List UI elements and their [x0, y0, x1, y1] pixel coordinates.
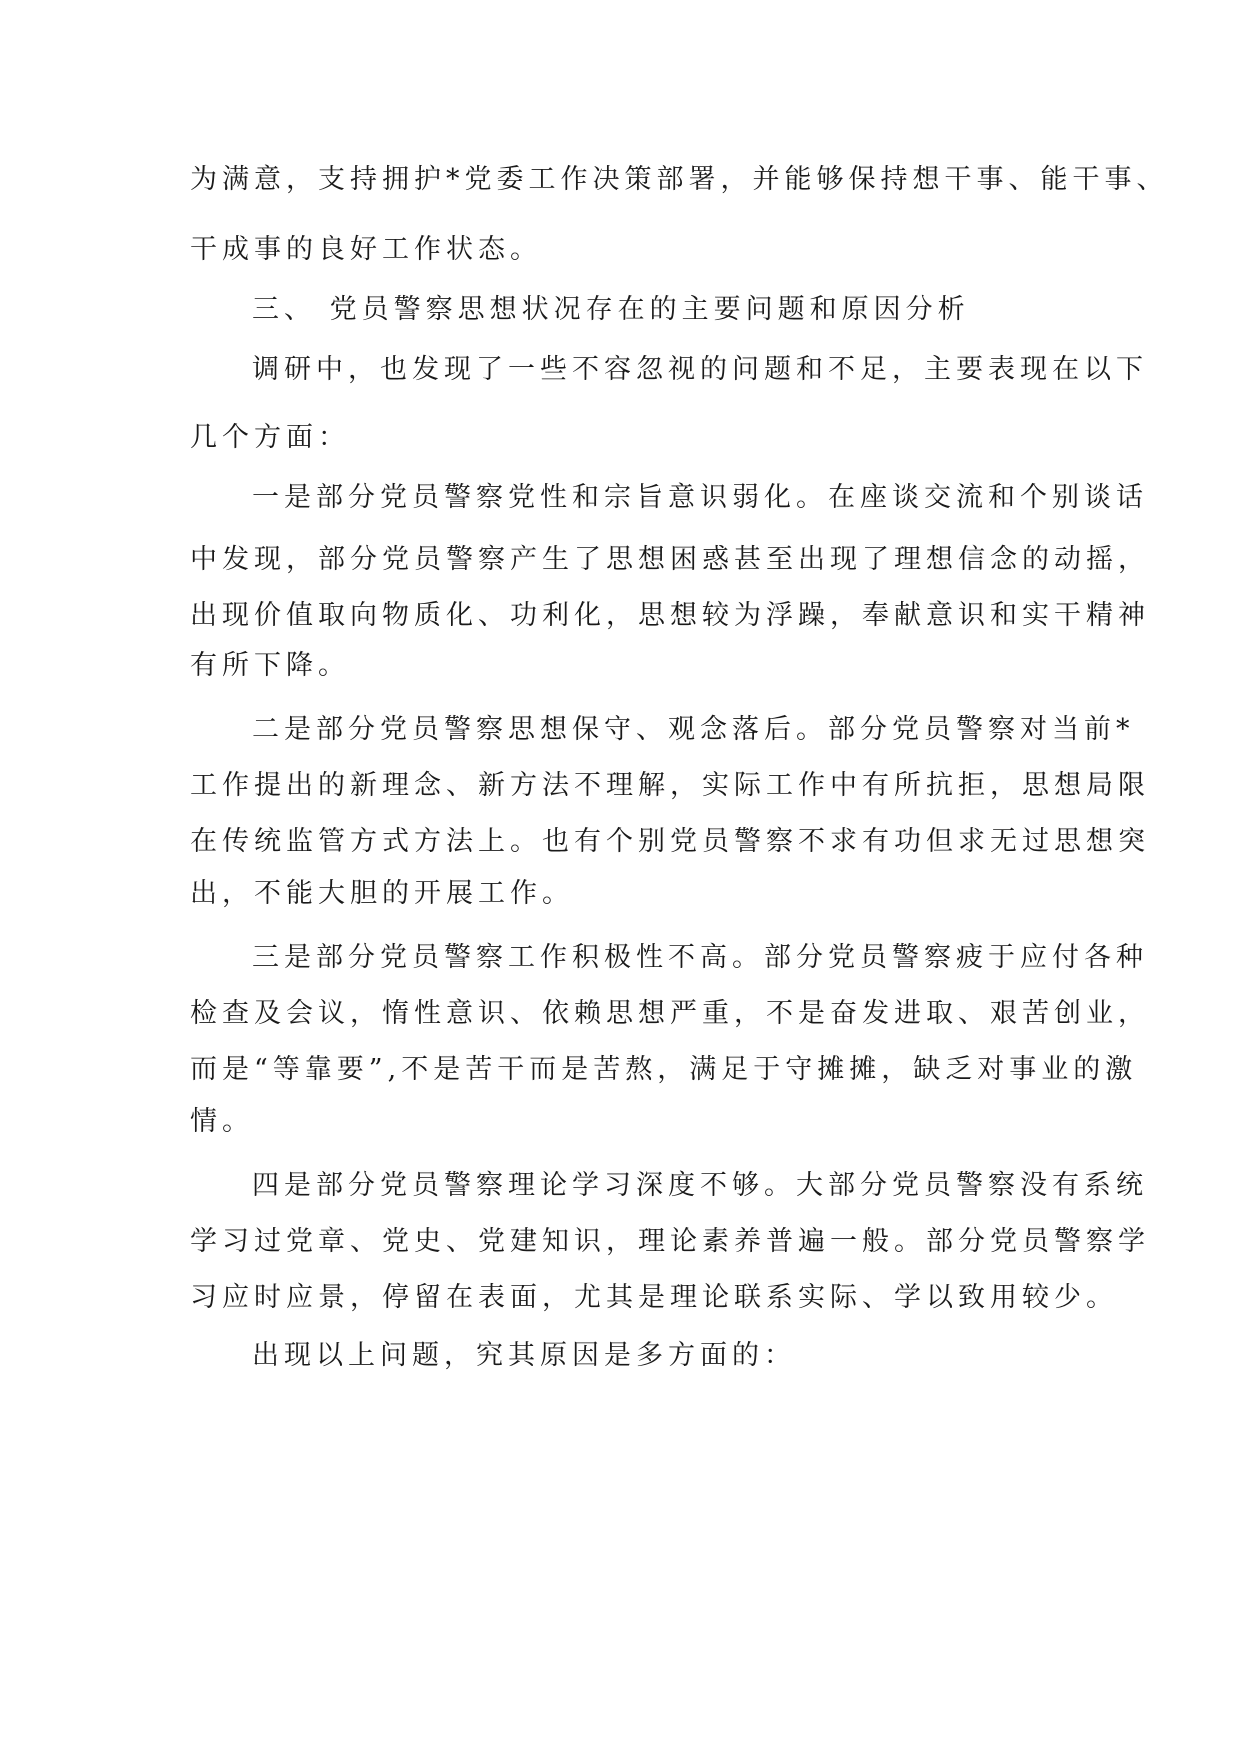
- text-line-16: 而是“等靠要”,不是苦干而是苦熬，满足于守摊摊，缺乏对事业的激: [190, 1054, 1138, 1085]
- text-line-11: 工作提出的新理念、新方法不理解，实际工作中有所抗拒，思想局限: [190, 770, 1150, 801]
- text-line-9: 有所下降。: [190, 650, 350, 681]
- text-line-19: 学习过党章、党史、党建知识，理论素养普遍一般。部分党员警察学: [190, 1226, 1150, 1257]
- text-line-7: 中发现，部分党员警察产生了思想困惑甚至出现了理想信念的动摇，: [190, 544, 1150, 575]
- text-line-13: 出，不能大胆的开展工作。: [190, 878, 574, 909]
- text-line-5: 几个方面：: [190, 422, 350, 453]
- text-line-2: 干成事的良好工作状态。: [190, 234, 542, 265]
- text-line-4: 调研中，也发现了一些不容忽视的问题和不足，主要表现在以下: [252, 354, 1148, 385]
- text-line-1: 为满意，支持拥护*党委工作决策部署，并能够保持想干事、能干事、: [190, 164, 1169, 195]
- text-line-20: 习应时应景，停留在表面，尤其是理论联系实际、学以致用较少。: [190, 1282, 1118, 1313]
- section-heading: 三、 党员警察思想状况存在的主要问题和原因分析: [252, 294, 970, 325]
- text-line-21: 出现以上问题，究其原因是多方面的：: [252, 1340, 796, 1371]
- text-line-17: 情。: [190, 1106, 254, 1137]
- text-line-8: 出现价值取向物质化、功利化，思想较为浮躁，奉献意识和实干精神: [190, 600, 1150, 631]
- text-line-18: 四是部分党员警察理论学习深度不够。大部分党员警察没有系统: [252, 1170, 1148, 1201]
- text-line-14: 三是部分党员警察工作积极性不高。部分党员警察疲于应付各种: [252, 942, 1148, 973]
- text-line-12: 在传统监管方式方法上。也有个别党员警察不求有功但求无过思想突: [190, 826, 1150, 857]
- text-line-6: 一是部分党员警察党性和宗旨意识弱化。在座谈交流和个别谈话: [252, 482, 1148, 513]
- text-line-15: 检查及会议，惰性意识、依赖思想严重，不是奋发进取、艰苦创业，: [190, 998, 1150, 1029]
- text-line-10: 二是部分党员警察思想保守、观念落后。部分党员警察对当前*: [252, 714, 1135, 745]
